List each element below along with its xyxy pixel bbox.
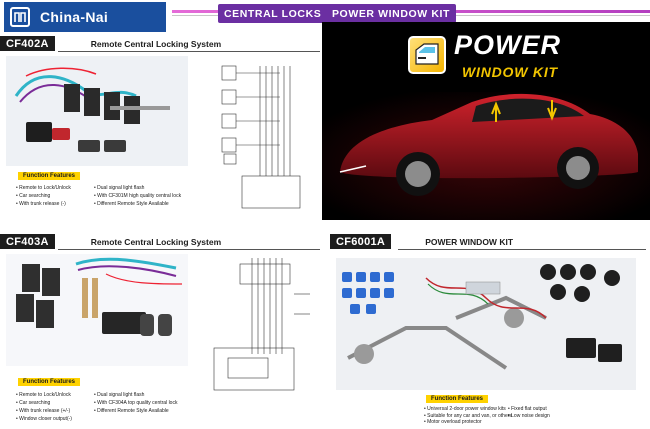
function-features-label: Function Features: [18, 172, 80, 180]
feature-list-left: [16, 391, 72, 423]
product-code: CF6001A: [330, 234, 391, 249]
brand-badge: [4, 2, 166, 32]
feature-list-right: [508, 406, 550, 419]
feature-list-left: [16, 184, 71, 208]
brand-name: China-Nai: [40, 9, 109, 25]
feature-item: • Fixed flat output: [508, 406, 550, 413]
hero-subtitle: WINDOW KIT: [462, 64, 558, 80]
product-photo-cf6001a: [336, 258, 636, 390]
feature-item: • Remote to Lock/Unlock: [16, 184, 71, 192]
feature-item: • Suitable for any car and van, or others: [424, 413, 512, 420]
feature-item: • With trunk release (+/-): [16, 407, 72, 415]
function-features-label: Function Features: [426, 395, 488, 403]
feature-item: • Dual signal light flash: [94, 184, 181, 192]
wiring-diagram-cf403a: [200, 254, 316, 412]
brand-mark-icon: [10, 7, 30, 27]
feature-item: • Different Remote Style Available: [94, 200, 181, 208]
feature-list-right: [94, 391, 177, 415]
feature-item: • With CF301M high quality central lock: [94, 192, 181, 200]
page-title-banner: CENTRAL LOCKS POWER WINDOW KIT: [218, 4, 456, 23]
feature-item: • Motor overload protector: [424, 419, 512, 426]
feature-list-left: [424, 406, 512, 426]
product-title: POWER WINDOW KIT: [425, 236, 514, 247]
hero-title: POWER: [454, 30, 562, 60]
feature-item: • Car searching: [16, 192, 71, 200]
section-divider: [58, 249, 320, 250]
feature-item: • Window closer output(-): [16, 415, 72, 423]
product-title: Remote Central Locking System: [90, 38, 222, 49]
feature-item: • Dual signal light flash: [94, 391, 177, 399]
feature-item: • With trunk release (-): [16, 200, 71, 208]
product-photo-cf403a: [6, 254, 188, 366]
red-sedan-image: [322, 22, 650, 220]
feature-list-right: [94, 184, 181, 208]
brand-logo: [0, 0, 170, 34]
feature-item: • Low noise design: [508, 413, 550, 420]
section-header-cf403a: [0, 234, 221, 249]
feature-item: • With CF304A top quality central lock: [94, 399, 177, 407]
product-code: CF403A: [0, 234, 55, 249]
feature-item: • Car searching: [16, 399, 72, 407]
product-title: Remote Central Locking System: [90, 236, 222, 247]
product-code: CF402A: [0, 36, 55, 51]
section-divider: [398, 249, 646, 250]
section-divider: [58, 51, 320, 52]
wiring-diagram-cf402a: [200, 56, 316, 214]
feature-item: • Remote to Lock/Unlock: [16, 391, 72, 399]
function-features-label: Function Features: [18, 378, 80, 386]
section-header-cf402a: [0, 36, 221, 51]
power-window-hero: [322, 22, 650, 220]
feature-item: • Universal 2-door power window kits: [424, 406, 512, 413]
section-header-cf6001a: [330, 234, 513, 249]
product-photo-cf402a: [6, 56, 188, 166]
feature-item: • Different Remote Style Available: [94, 407, 177, 415]
